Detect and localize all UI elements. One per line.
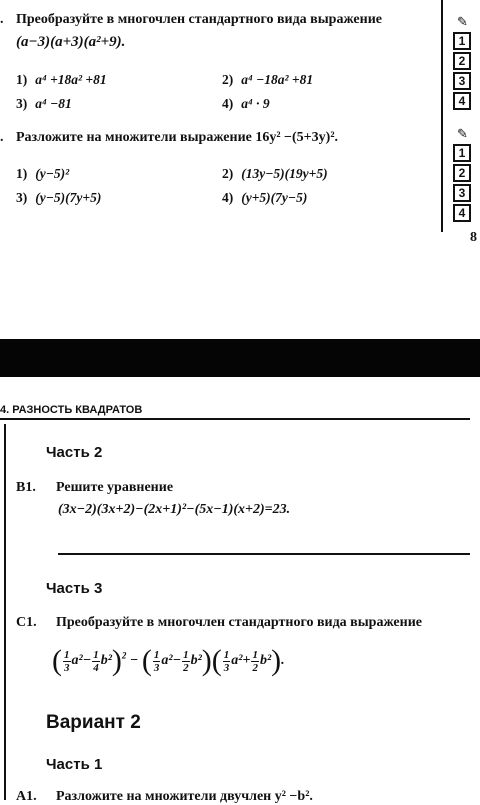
answer-box-3[interactable]: 3 [453,184,471,202]
q2-option-3[interactable]: 3) (y−5)(7y+5) [16,190,102,205]
q2-bullet: . [0,130,4,145]
q1-option-4[interactable]: 4) a⁴ · 9 [222,96,270,111]
q2-option-1[interactable]: 1) (y−5)² [16,166,70,181]
q1-expression: (a−3)(a+3)(a²+9). [16,34,126,50]
q1-text: Преобразуйте в многочлен стандартного вида выражение [16,12,382,27]
answer-box-1[interactable]: 1 [453,144,471,162]
black-separator-band [0,339,480,377]
part2-heading: Часть 2 [46,444,103,461]
answer-box-4[interactable]: 4 [453,92,471,110]
answer-box-4[interactable]: 4 [453,204,471,222]
header-rule [0,418,470,420]
answer-box-2[interactable]: 2 [453,164,471,182]
answer-line [58,553,470,555]
q1-option-2[interactable]: 2) a⁴ −18a² +81 [222,72,314,87]
b1-text: Решите уравнение [56,480,174,495]
variant-heading: Вариант 2 [46,712,141,733]
c1-label: С1. [16,615,37,630]
c1-expression: ( $\frac{1}{3}$ a²− $\frac{1}{4}$ b²)$^2$ − ( $\frac{1}{3}$ a²− $\frac{1}{2}$ b²)( $\frac{1}{3}$ a²+ $\frac{1}{2}$ b²). [52,644,285,677]
running-header: 4. РАЗНОСТЬ КВАДРАТОВ [0,404,143,416]
q1-option-3[interactable]: 3) a⁴ −81 [16,96,72,111]
answer-box-1[interactable]: 1 [453,32,471,50]
q1-bullet: . [0,12,4,27]
part3-heading: Часть 3 [46,580,103,597]
q2-option-2[interactable]: 2) (13y−5)(19y+5) [222,166,328,181]
page-number-fragment: 8 [470,230,477,245]
a1-label: А1. [16,789,37,804]
part1-heading: Часть 1 [46,756,103,773]
q2-option-4[interactable]: 4) (y+5)(7y−5) [222,190,308,205]
pencil-icon: ✎ [457,14,468,29]
a1-text: Разложите на множители двучлен y² −b². [56,789,313,804]
b1-equation: (3x−2)(3x+2)−(2x+1)²−(5x−1)(x+2)=23. [58,502,291,517]
c1-text: Преобразуйте в многочлен стандартного вида выражение [56,615,422,630]
answer-column [441,0,480,232]
b1-label: В1. [16,480,36,495]
q1-option-1[interactable]: 1) a⁴ +18a² +81 [16,72,107,87]
q2-text: Разложите на множители выражение 16y² −(5+3y)². [16,130,339,145]
answer-box-3[interactable]: 3 [453,72,471,90]
frame-left-border [4,424,6,800]
answer-box-2[interactable]: 2 [453,52,471,70]
pencil-icon: ✎ [457,126,468,141]
